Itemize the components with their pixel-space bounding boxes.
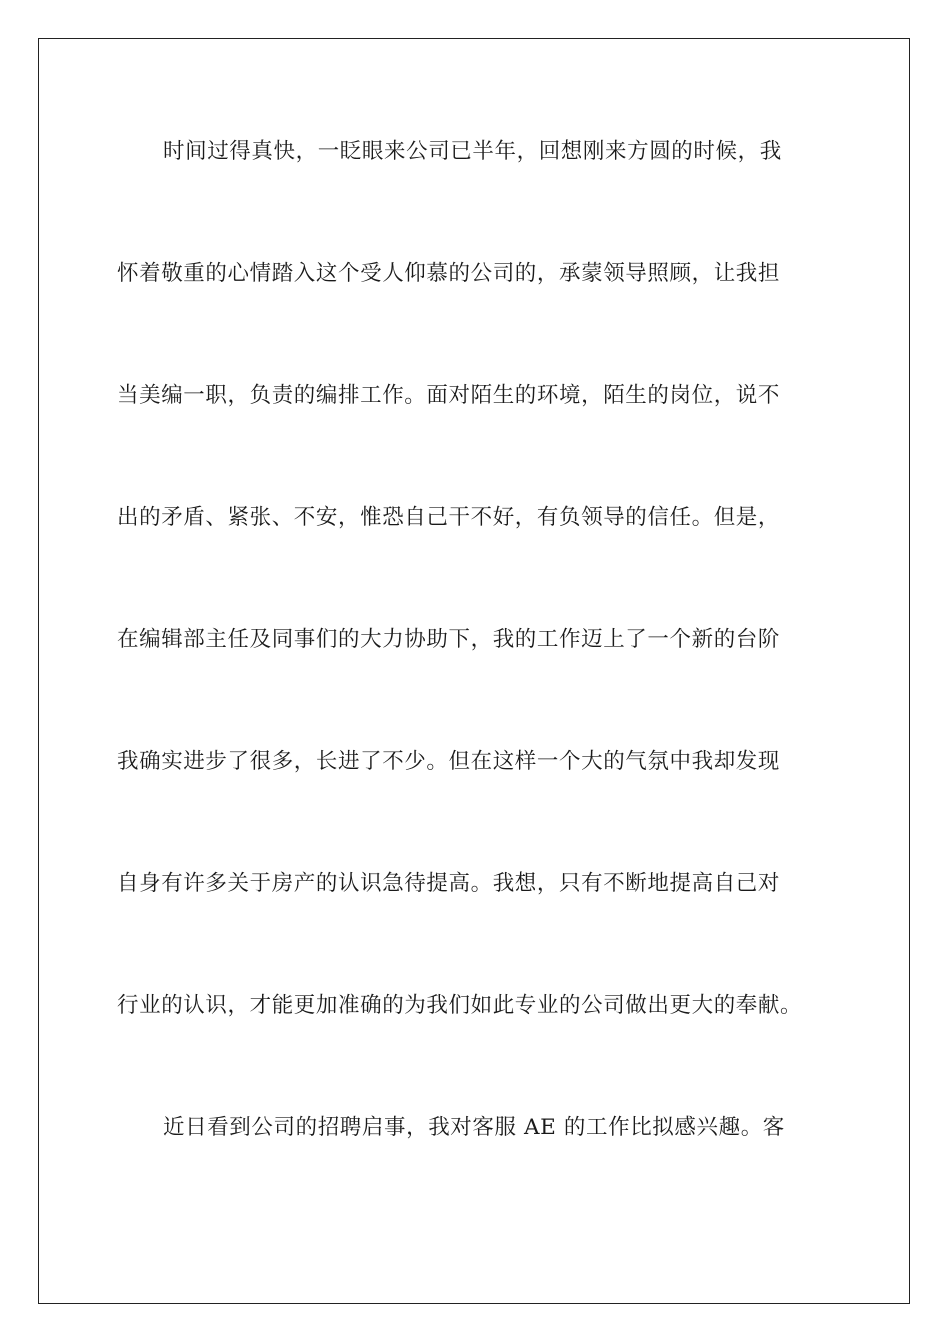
paragraph-1-line-2: 怀着敬重的心情踏入这个受人仰慕的公司的，承蒙领导照顾，让我担: [117, 261, 781, 286]
paragraph-1-line-7: 自身有许多关于房产的认识急待提高。我想，只有不断地提高自己对: [117, 871, 781, 896]
paragraph-1-line-6: 我确实进步了很多，长进了不少。但在这样一个大的气氛中我却发现: [117, 749, 781, 774]
paragraph-1-line-3: 当美编一职，负责的编排工作。面对陌生的环境，陌生的岗位，说不: [117, 383, 781, 408]
paragraph-1-line-5: 在编辑部主任及同事们的大力协助下，我的工作迈上了一个新的台阶: [117, 627, 781, 652]
paragraph-2-line-1: 近日看到公司的招聘启事，我对客服 AE 的工作比拟感兴趣。客: [163, 1115, 785, 1140]
paragraph-1-line-1: 时间过得真快，一眨眼来公司已半年，回想刚来方圆的时候，我: [163, 139, 782, 164]
paragraph-1-line-8: 行业的认识，才能更加准确的为我们如此专业的公司做出更大的奉献。: [117, 993, 803, 1018]
paragraph-1-line-4: 出的矛盾、紧张、不安，惟恐自己干不好，有负领导的信任。但是，: [117, 505, 781, 530]
